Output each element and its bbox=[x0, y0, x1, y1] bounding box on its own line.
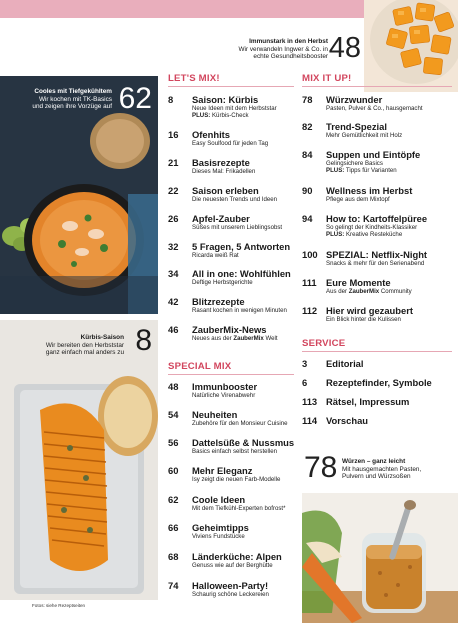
toc-page-number: 8 bbox=[168, 94, 174, 105]
toc-entry[interactable] bbox=[168, 129, 268, 147]
toc-entry[interactable] bbox=[168, 580, 269, 598]
toc-plus-label: PLUS: bbox=[326, 231, 345, 238]
toc-page-number: 114 bbox=[302, 415, 318, 426]
toc-title: Eure Momente bbox=[326, 277, 391, 288]
toc-page-number: 48 bbox=[168, 381, 179, 392]
section-divider bbox=[302, 351, 452, 352]
teaser-text: ganz einfach mal anders zu bbox=[45, 349, 124, 357]
toc-subtitle: Gelingsichere Basics bbox=[326, 160, 383, 167]
toc-entry[interactable] bbox=[302, 305, 413, 323]
toc-subtitle: Mit dem Tiefkühl-Experten bofrost* bbox=[192, 505, 286, 512]
toc-page-number: 82 bbox=[302, 121, 313, 132]
toc-title: Vorschau bbox=[326, 415, 369, 426]
toc-subtitle: Snacks & mehr für den Serienabend bbox=[326, 260, 425, 267]
toc-page-number: 113 bbox=[302, 396, 318, 407]
toc-title: Ofenhits bbox=[192, 129, 231, 140]
spice-paste-jar-photo bbox=[302, 493, 458, 623]
toc-subtitle: Deftige Herbstgerichte bbox=[192, 279, 253, 286]
toc-page-number: 90 bbox=[302, 185, 313, 196]
toc-title: Hier wird gezaubert bbox=[326, 305, 413, 316]
toc-entry[interactable] bbox=[168, 409, 288, 427]
toc-entry[interactable] bbox=[302, 377, 432, 388]
toc-page-number: 16 bbox=[168, 129, 179, 140]
toc-entry[interactable] bbox=[302, 277, 412, 295]
toc-plus-text: Kreative Resteküche bbox=[345, 231, 403, 238]
toc-entry[interactable] bbox=[168, 213, 282, 231]
toc-title: Blitzrezepte bbox=[192, 296, 245, 307]
teaser-wuerzen[interactable] bbox=[302, 451, 458, 495]
toc-subtitle-end: Community bbox=[380, 288, 412, 295]
toc-title: Coole Ideen bbox=[192, 494, 246, 505]
toc-subtitle: Schaurig schöne Leckereien bbox=[192, 591, 269, 598]
toc-page-number: 56 bbox=[168, 437, 179, 448]
toc-entry[interactable] bbox=[302, 415, 368, 426]
toc-title: Editorial bbox=[326, 358, 364, 369]
teaser-title: Immunstark in den Herbst bbox=[249, 38, 328, 45]
toc-subtitle: Zubehöre für den Monsieur Cuisine bbox=[192, 420, 288, 427]
teaser-text: Wir verwandeln Ingwer & Co. in bbox=[238, 45, 328, 53]
toc-entry[interactable] bbox=[168, 324, 278, 342]
toc-page-number: 94 bbox=[302, 213, 313, 224]
toc-page-number: 84 bbox=[302, 149, 313, 160]
toc-page-number: 34 bbox=[168, 268, 179, 279]
toc-page-number: 78 bbox=[302, 94, 313, 105]
teaser-title: Würzen – ganz leicht bbox=[342, 458, 406, 465]
toc-subtitle: Ricarda weiß Rat bbox=[192, 252, 239, 259]
toc-subtitle: Isy zeigt die neuen Farb-Modelle bbox=[192, 476, 281, 483]
toc-subtitle: Genuss wie auf der Berghütte bbox=[192, 562, 273, 569]
section-divider bbox=[302, 86, 452, 87]
teaser-title: Kürbis-Saison bbox=[80, 334, 124, 341]
teaser-page-number: 48 bbox=[328, 32, 361, 64]
toc-subtitle: Süßes mit unserem Lieblingsobst bbox=[192, 224, 283, 231]
toc-title: Neuheiten bbox=[192, 409, 238, 420]
toc-title: Saison erleben bbox=[192, 185, 259, 196]
toc-page-number: 68 bbox=[168, 551, 179, 562]
toc-subtitle: Rasant kochen in wenigen Minuten bbox=[192, 307, 287, 314]
toc-subtitle: Neues aus der bbox=[192, 335, 232, 342]
toc-entry[interactable] bbox=[302, 121, 402, 139]
toc-page-number: 60 bbox=[168, 465, 179, 476]
section-divider bbox=[168, 374, 294, 375]
teaser-immunstark[interactable] bbox=[180, 32, 365, 76]
toc-page-number: 100 bbox=[302, 249, 318, 260]
toc-title: Immunbooster bbox=[192, 381, 258, 392]
toc-page-number: 3 bbox=[302, 358, 308, 369]
toc-entry[interactable] bbox=[168, 157, 255, 175]
toc-plus-text: Kürbis-Check bbox=[211, 112, 249, 119]
toc-page-number: 21 bbox=[168, 157, 179, 168]
toc-entry[interactable] bbox=[168, 381, 257, 399]
toc-title: Suppen und Eintöpfe bbox=[326, 149, 421, 160]
toc-page-number: 32 bbox=[168, 241, 179, 252]
toc-entry[interactable] bbox=[302, 358, 364, 369]
toc-title: Rätsel, Impressum bbox=[326, 396, 410, 407]
toc-entry[interactable] bbox=[302, 396, 409, 407]
toc-page-number: 111 bbox=[302, 277, 317, 288]
teaser-coole[interactable] bbox=[0, 82, 158, 122]
toc-subtitle: Natürliche Virenabwehr bbox=[192, 392, 256, 399]
toc-title: Halloween-Party! bbox=[192, 580, 269, 591]
toc-page-number: 66 bbox=[168, 522, 179, 533]
section-heading-lets-mix: LET'S MIX! bbox=[168, 73, 220, 84]
toc-entry[interactable] bbox=[168, 494, 285, 512]
teaser-text: Pulvern und Würzsoßen bbox=[342, 473, 411, 481]
toc-entry[interactable] bbox=[302, 149, 420, 174]
toc-entry[interactable] bbox=[168, 268, 291, 286]
toc-entry[interactable] bbox=[168, 185, 277, 203]
toc-entry[interactable] bbox=[302, 249, 427, 267]
teaser-text: Wir kochen mit TK-Basics bbox=[38, 95, 112, 103]
toc-plus-label: PLUS: bbox=[192, 112, 211, 119]
toc-entry[interactable] bbox=[302, 94, 423, 112]
toc-entry[interactable] bbox=[168, 296, 287, 314]
toc-title: All in one: Wohlfühlen bbox=[192, 268, 291, 279]
section-heading-service: SERVICE bbox=[302, 338, 346, 349]
toc-entry[interactable] bbox=[302, 185, 412, 203]
toc-entry[interactable] bbox=[168, 437, 294, 455]
teaser-text: Wir bereiten den Herbststar bbox=[45, 341, 124, 349]
toc-subtitle: Viviens Fundstücke bbox=[192, 533, 245, 540]
toc-subtitle-brand: ZauberMix bbox=[233, 335, 264, 342]
teaser-kuerbis[interactable] bbox=[0, 326, 158, 366]
toc-subtitle: Aus der bbox=[326, 288, 348, 295]
toc-title: Wellness im Herbst bbox=[326, 185, 413, 196]
toc-entry[interactable] bbox=[168, 522, 249, 540]
section-heading-special-mix: SPECIAL MIX bbox=[168, 361, 232, 372]
toc-title: Länderküche: Alpen bbox=[192, 551, 282, 562]
photo-credit: Fotos: siehe Rezeptseiten bbox=[32, 603, 86, 608]
toc-page-number: 74 bbox=[168, 580, 179, 591]
section-divider bbox=[168, 86, 294, 87]
toc-entry[interactable] bbox=[168, 241, 290, 259]
toc-page-number: 22 bbox=[168, 185, 179, 196]
toc-title: 5 Fragen, 5 Antworten bbox=[192, 241, 291, 252]
teaser-page-number: 62 bbox=[118, 82, 152, 115]
toc-title: SPEZIAL: Netflix-Night bbox=[326, 249, 428, 260]
teaser-text: und zeigen ihre Vorzüge auf bbox=[32, 103, 112, 111]
toc-entry[interactable] bbox=[168, 551, 282, 569]
toc-subtitle: Basics einfach selbst herstellen bbox=[192, 448, 278, 455]
toc-title: How to: Kartoffelpüree bbox=[326, 213, 428, 224]
toc-subtitle: Easy Soulfood für jeden Tag bbox=[192, 140, 269, 147]
toc-title: Basisrezepte bbox=[192, 157, 250, 168]
toc-page-number: 46 bbox=[168, 324, 179, 335]
toc-title: ZauberMix-News bbox=[192, 324, 267, 335]
toc-title: Geheimtipps bbox=[192, 522, 249, 533]
teaser-text: Mit hausgemachten Pasten, bbox=[342, 465, 422, 473]
toc-title: Trend-Spezial bbox=[326, 121, 387, 132]
toc-subtitle-brand: ZauberMix bbox=[348, 288, 380, 295]
toc-subtitle: Die neuesten Trends und Ideen bbox=[192, 196, 278, 203]
toc-subtitle-end: Welt bbox=[265, 335, 278, 342]
toc-subtitle: Mehr Gemütlichkeit mit Holz bbox=[326, 132, 403, 139]
toc-subtitle: So gelingt der Kindheits-Klassiker bbox=[326, 224, 418, 231]
teaser-page-number: 8 bbox=[135, 324, 152, 357]
toc-title: Würzwunder bbox=[326, 94, 383, 105]
toc-subtitle: Pflege aus dem Mixtopf bbox=[326, 196, 390, 203]
toc-subtitle: Ein Blick hinter die Kulissen bbox=[326, 316, 401, 323]
toc-title: Mehr Eleganz bbox=[192, 465, 253, 476]
toc-subtitle: Neue Ideen mit dem Herbststar bbox=[192, 105, 277, 112]
toc-page-number: 54 bbox=[168, 409, 179, 420]
teaser-page-number: 78 bbox=[304, 451, 338, 484]
teaser-title: Cooles mit Tiefgekühltem bbox=[34, 88, 112, 95]
toc-entry[interactable] bbox=[168, 465, 280, 483]
toc-subtitle: Dieses Mal: Frikadellen bbox=[192, 168, 256, 175]
section-heading-mix-it-up: MIX IT UP! bbox=[302, 73, 352, 84]
toc-plus-label: PLUS: bbox=[326, 167, 345, 174]
teaser-text: echte Gesundheitsbooster bbox=[253, 53, 328, 61]
pumpkin-cubes-photo bbox=[364, 0, 458, 92]
toc-entry[interactable] bbox=[302, 213, 427, 238]
toc-entry[interactable] bbox=[168, 94, 277, 119]
toc-title: Apfel-Zauber bbox=[192, 213, 250, 224]
toc-title: Dattelsüße & Nussmus bbox=[192, 437, 295, 448]
toc-title: Rezeptefinder, Symbole bbox=[326, 377, 432, 388]
toc-page-number: 62 bbox=[168, 494, 179, 505]
toc-title: Saison: Kürbis bbox=[192, 94, 259, 105]
toc-plus-text: Tipps für Varianten bbox=[345, 167, 397, 174]
toc-page-number: 26 bbox=[168, 213, 179, 224]
toc-subtitle: Pasten, Pulver & Co., hausgemacht bbox=[326, 105, 423, 112]
toc-page-number: 42 bbox=[168, 296, 179, 307]
toc-page-number: 112 bbox=[302, 305, 318, 316]
toc-page-number: 6 bbox=[302, 377, 308, 388]
